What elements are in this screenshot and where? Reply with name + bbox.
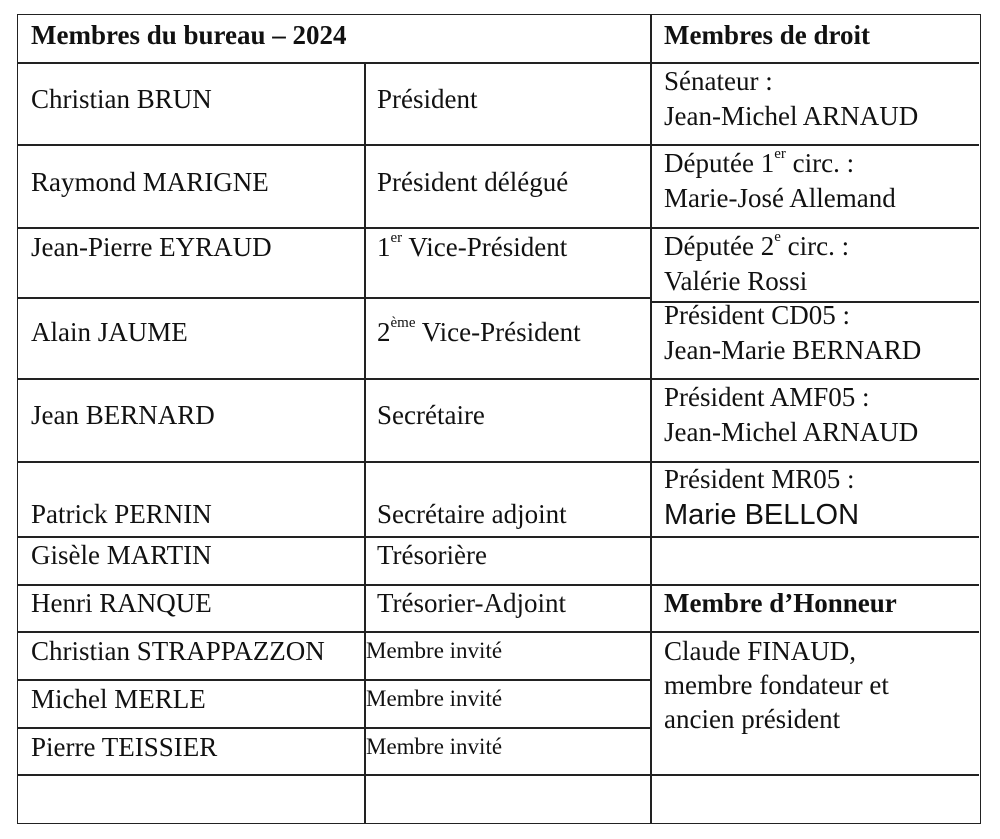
bureau-header: Membres du bureau – 2024 (31, 20, 347, 50)
row-divider (18, 631, 979, 633)
row-divider (18, 679, 651, 681)
member-name: Christian STRAPPAZZON (31, 636, 325, 666)
member-role: Membre invité (366, 638, 503, 663)
droit-name: Marie-José Allemand (664, 183, 896, 213)
member-role: Secrétaire (377, 400, 485, 430)
honneur-line: ancien président (664, 704, 841, 734)
honneur-header: Membre d’Honneur (664, 588, 897, 618)
row-divider (18, 727, 651, 729)
member-name: Jean BERNARD (31, 400, 215, 430)
member-name: Christian BRUN (31, 84, 212, 114)
droit-title: Président CD05 : (664, 300, 850, 330)
droit-name: Jean-Marie BERNARD (664, 335, 922, 365)
column-divider (650, 15, 652, 823)
member-role: Président délégué (377, 167, 569, 197)
member-name: Raymond MARIGNE (31, 167, 269, 197)
member-name: Pierre TEISSIER (31, 732, 218, 762)
member-role: Secrétaire adjoint (377, 499, 567, 529)
member-role: 2ème Vice-Président (377, 315, 581, 347)
member-name: Jean-Pierre EYRAUD (31, 232, 272, 262)
row-divider (18, 62, 979, 64)
member-role: Membre invité (366, 734, 503, 759)
droit-title: Députée 2e circ. : (664, 229, 850, 261)
member-role: Trésorier-Adjoint (377, 588, 566, 618)
member-name: Henri RANQUE (31, 588, 212, 618)
member-role: Président (377, 84, 478, 114)
row-divider (18, 297, 651, 299)
honneur-line: membre fondateur et (664, 670, 889, 700)
row-divider (18, 774, 979, 776)
droit-title: Président MR05 : (664, 464, 855, 494)
member-role: 1er Vice-Président (377, 230, 568, 262)
droit-name: Jean-Michel ARNAUD (664, 101, 919, 131)
droit-title: Sénateur : (664, 66, 773, 96)
droit-name: Marie BELLON (664, 499, 860, 531)
member-role: Trésorière (377, 540, 487, 570)
droit-title: Députée 1er circ. : (664, 146, 855, 178)
droit-name: Valérie Rossi (664, 266, 808, 296)
member-name: Gisèle MARTIN (31, 540, 212, 570)
member-name: Michel MERLE (31, 684, 206, 714)
member-name: Patrick PERNIN (31, 499, 212, 529)
member-name: Alain JAUME (31, 317, 188, 347)
member-role: Membre invité (366, 686, 503, 711)
members-table (17, 14, 981, 824)
honneur-line: Claude FINAUD, (664, 636, 856, 666)
droit-title: Président AMF05 : (664, 382, 870, 412)
droit-name: Jean-Michel ARNAUD (664, 417, 919, 447)
droit-header: Membres de droit (664, 20, 870, 50)
